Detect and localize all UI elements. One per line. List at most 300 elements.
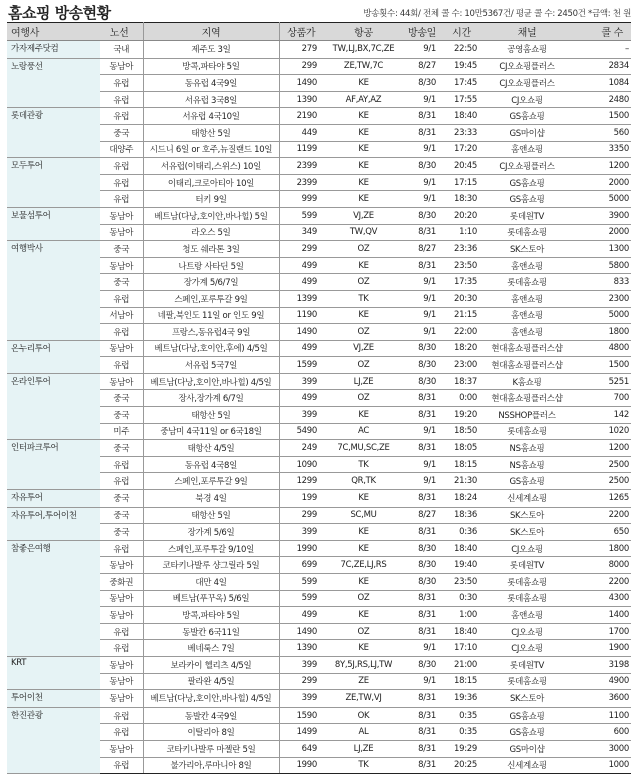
agency-cell: 여행박사 — [7, 241, 100, 341]
price-cell: 449 — [279, 124, 323, 141]
route-cell: 유럽 — [100, 473, 143, 490]
airline-cell: 8Y,5J,RS,LJ,TW — [323, 656, 404, 673]
calls-cell: 1800 — [571, 540, 631, 557]
route-cell: 유럽 — [100, 91, 143, 108]
airline-cell: SC,MU — [323, 507, 404, 524]
time-cell: 23:00 — [440, 357, 483, 374]
date-cell: 8/30 — [404, 540, 440, 557]
region-cell: 이태리,크로아티아 10일 — [143, 174, 279, 191]
channel-cell: 롯데홈쇼핑 — [483, 423, 571, 440]
date-cell: 8/31 — [404, 757, 440, 774]
date-cell: 8/31 — [404, 407, 440, 424]
region-cell: 동유럽 4국9일 — [143, 75, 279, 92]
region-cell: 장가계 5/6/7일 — [143, 274, 279, 291]
calls-cell: 5000 — [571, 191, 631, 208]
date-cell: 8/31 — [404, 524, 440, 541]
region-cell: 중남미 4국11일 or 6국18일 — [143, 423, 279, 440]
route-cell: 서남아 — [100, 307, 143, 324]
calls-cell: – — [571, 41, 631, 59]
time-cell: 19:20 — [440, 407, 483, 424]
date-cell: 8/31 — [404, 224, 440, 241]
table-row — [7, 307, 631, 324]
date-cell: 8/30 — [404, 357, 440, 374]
table-row — [7, 357, 631, 374]
route-cell: 유럽 — [100, 757, 143, 774]
region-cell: 서유럽(이태리,스위스) 10일 — [143, 158, 279, 175]
airline-cell: KE — [323, 257, 404, 274]
region-cell: 이탈리아 8일 — [143, 724, 279, 741]
time-cell: 20:45 — [440, 158, 483, 175]
calls-cell: 1500 — [571, 108, 631, 125]
region-cell: 장가계 5/6일 — [143, 524, 279, 541]
price-cell: 1390 — [279, 91, 323, 108]
channel-cell: GS홈쇼핑 — [483, 473, 571, 490]
calls-cell: 2480 — [571, 91, 631, 108]
region-cell: 코타키나발루 마젤란 5일 — [143, 740, 279, 757]
calls-cell: 1900 — [571, 640, 631, 657]
channel-cell: CJ오쇼핑 — [483, 623, 571, 640]
route-cell: 동남아 — [100, 656, 143, 673]
price-cell: 499 — [279, 340, 323, 357]
time-cell: 18:24 — [440, 490, 483, 508]
region-cell: 장사,장가계 6/7일 — [143, 390, 279, 407]
region-cell: 보라카이 헬리츠 4/5일 — [143, 656, 279, 673]
price-cell: 5490 — [279, 423, 323, 440]
route-cell: 유럽 — [100, 623, 143, 640]
price-cell: 199 — [279, 490, 323, 508]
date-cell: 8/30 — [404, 557, 440, 574]
airline-cell: 7C,MU,SC,ZE — [323, 440, 404, 457]
date-cell: 9/1 — [404, 91, 440, 108]
channel-cell: 현대홈쇼핑플러스샵 — [483, 357, 571, 374]
channel-cell: SK스토아 — [483, 507, 571, 524]
table-row — [7, 373, 631, 390]
price-cell: 1399 — [279, 290, 323, 307]
calls-cell: 3000 — [571, 740, 631, 757]
table-row — [7, 640, 631, 657]
channel-cell: CJ오쇼핑 — [483, 640, 571, 657]
agency-cell: 투어이천 — [7, 690, 100, 708]
channel-cell: GS홈쇼핑 — [483, 724, 571, 741]
page-title: 홈쇼핑 방송현황 — [8, 4, 111, 22]
price-cell: 299 — [279, 673, 323, 690]
price-cell: 399 — [279, 407, 323, 424]
airline-cell: AL — [323, 724, 404, 741]
channel-cell: 롯데홈쇼핑 — [483, 574, 571, 591]
channel-cell: 현대홈쇼핑플러스샵 — [483, 390, 571, 407]
agency-cell: KRT — [7, 656, 100, 689]
channel-cell: CJ오쇼핑 — [483, 540, 571, 557]
price-cell: 1590 — [279, 707, 323, 724]
calls-cell: 3198 — [571, 656, 631, 673]
date-cell: 9/1 — [404, 456, 440, 473]
channel-cell: CJ오쇼핑플러스 — [483, 58, 571, 75]
route-cell: 동남아 — [100, 590, 143, 607]
region-cell: 동발칸 6국11일 — [143, 623, 279, 640]
time-cell: 1:10 — [440, 224, 483, 241]
channel-cell: 신세계쇼핑 — [483, 490, 571, 508]
route-cell: 중국 — [100, 490, 143, 508]
price-cell: 1199 — [279, 141, 323, 158]
route-cell: 미주 — [100, 423, 143, 440]
table-row — [7, 191, 631, 208]
channel-cell: GS홈쇼핑 — [483, 191, 571, 208]
table-row — [7, 473, 631, 490]
time-cell: 18:15 — [440, 456, 483, 473]
airline-cell: OZ — [323, 357, 404, 374]
region-cell: 라오스 5일 — [143, 224, 279, 241]
table-row — [7, 407, 631, 424]
price-cell: 499 — [279, 607, 323, 624]
channel-cell: 롯데홈쇼핑 — [483, 673, 571, 690]
channel-cell: 롯데홈쇼핑 — [483, 590, 571, 607]
airline-cell: TK — [323, 757, 404, 774]
time-cell: 20:25 — [440, 757, 483, 774]
calls-cell: 1100 — [571, 707, 631, 724]
airline-cell: ZE,TW,7C — [323, 58, 404, 75]
route-cell: 유럽 — [100, 357, 143, 374]
channel-cell: 홈앤쇼핑 — [483, 324, 571, 341]
date-cell: 9/1 — [404, 174, 440, 191]
table-row — [7, 690, 631, 708]
date-cell: 8/30 — [404, 373, 440, 390]
table-row — [7, 707, 631, 724]
table-row — [7, 673, 631, 690]
col-time: 시간 — [440, 23, 483, 41]
date-cell: 8/31 — [404, 390, 440, 407]
calls-cell: 833 — [571, 274, 631, 291]
calls-cell: 3900 — [571, 207, 631, 224]
channel-cell: 롯데원TV — [483, 656, 571, 673]
calls-cell: 2500 — [571, 456, 631, 473]
region-cell: 서유럽 3국8일 — [143, 91, 279, 108]
route-cell: 유럽 — [100, 75, 143, 92]
date-cell: 9/1 — [404, 274, 440, 291]
time-cell: 17:35 — [440, 274, 483, 291]
channel-cell: CJ오쇼핑플러스 — [483, 158, 571, 175]
route-cell: 유럽 — [100, 707, 143, 724]
route-cell: 중국 — [100, 407, 143, 424]
time-cell: 19:40 — [440, 557, 483, 574]
price-cell: 499 — [279, 390, 323, 407]
time-cell: 18:30 — [440, 191, 483, 208]
calls-cell: 650 — [571, 524, 631, 541]
channel-cell: NS홈쇼핑 — [483, 456, 571, 473]
calls-cell: 1800 — [571, 324, 631, 341]
calls-cell: 5800 — [571, 257, 631, 274]
price-cell: 1390 — [279, 640, 323, 657]
calls-cell: 1000 — [571, 757, 631, 774]
agency-cell: 온라인투어 — [7, 373, 100, 439]
time-cell: 17:15 — [440, 174, 483, 191]
price-cell: 2190 — [279, 108, 323, 125]
time-cell: 0:30 — [440, 590, 483, 607]
airline-cell: LJ,ZE — [323, 373, 404, 390]
airline-cell: KE — [323, 141, 404, 158]
price-cell: 999 — [279, 191, 323, 208]
agency-cell: 모두투어 — [7, 158, 100, 208]
channel-cell: CJ오쇼핑 — [483, 91, 571, 108]
airline-cell: OZ — [323, 390, 404, 407]
date-cell: 8/31 — [404, 124, 440, 141]
region-cell: 태항산 5일 — [143, 407, 279, 424]
table-row — [7, 757, 631, 774]
price-cell: 299 — [279, 507, 323, 524]
broadcast-summary: 방송횟수: 44회/ 전체 콜 수: 10만5367건/ 평균 콜 수: 2450건 *금액: 천 원 — [363, 9, 631, 19]
time-cell: 17:55 — [440, 91, 483, 108]
region-cell: 베트남(푸꾸옥) 5/6일 — [143, 590, 279, 607]
table-row — [7, 124, 631, 141]
calls-cell: 2200 — [571, 507, 631, 524]
date-cell: 9/1 — [404, 640, 440, 657]
table-row — [7, 274, 631, 291]
region-cell: 나트랑 사타딘 5일 — [143, 257, 279, 274]
price-cell: 599 — [279, 590, 323, 607]
region-cell: 베트남(다낭,호이안,바나힐) 4/5일 — [143, 690, 279, 708]
region-cell: 방콕,파타야 5일 — [143, 58, 279, 75]
route-cell: 동남아 — [100, 673, 143, 690]
time-cell: 0:00 — [440, 390, 483, 407]
price-cell: 699 — [279, 557, 323, 574]
agency-cell: 온누리투어 — [7, 340, 100, 373]
channel-cell: 현대홈쇼핑플러스샵 — [483, 340, 571, 357]
calls-cell: 3600 — [571, 690, 631, 708]
channel-cell: 홈앤쇼핑 — [483, 290, 571, 307]
time-cell: 18:50 — [440, 423, 483, 440]
date-cell: 8/30 — [404, 340, 440, 357]
date-cell: 9/1 — [404, 423, 440, 440]
time-cell: 1:00 — [440, 607, 483, 624]
date-cell: 8/30 — [404, 656, 440, 673]
agency-cell: 자유투어,투어이천 — [7, 507, 100, 540]
route-cell: 국내 — [100, 41, 143, 59]
date-cell: 8/31 — [404, 490, 440, 508]
airline-cell: KE — [323, 108, 404, 125]
col-agency: 여행사 — [7, 23, 100, 41]
region-cell: 불가리아,루마니아 8일 — [143, 757, 279, 774]
agency-cell: 보물섬투어 — [7, 207, 100, 240]
calls-cell: 2300 — [571, 290, 631, 307]
airline-cell: 7C,ZE,LJ,RS — [323, 557, 404, 574]
col-region: 지역 — [143, 23, 279, 41]
airline-cell: KE — [323, 158, 404, 175]
region-cell: 터키 9일 — [143, 191, 279, 208]
route-cell: 유럽 — [100, 174, 143, 191]
date-cell: 8/27 — [404, 241, 440, 258]
region-cell: 동발칸 4국9일 — [143, 707, 279, 724]
time-cell: 19:29 — [440, 740, 483, 757]
route-cell: 유럽 — [100, 456, 143, 473]
channel-cell: 홈앤쇼핑 — [483, 141, 571, 158]
region-cell: 프랑스,동유럽4국 9일 — [143, 324, 279, 341]
route-cell: 유럽 — [100, 158, 143, 175]
table-row — [7, 574, 631, 591]
airline-cell: AF,AY,AZ — [323, 91, 404, 108]
time-cell: 22:50 — [440, 41, 483, 59]
airline-cell: KE — [323, 574, 404, 591]
col-airline: 항공 — [323, 23, 404, 41]
calls-cell: 5251 — [571, 373, 631, 390]
table-body — [7, 41, 631, 774]
airline-cell: OZ — [323, 241, 404, 258]
table-row — [7, 174, 631, 191]
airline-cell: KE — [323, 607, 404, 624]
channel-cell: 공영홈쇼핑 — [483, 41, 571, 59]
time-cell: 20:30 — [440, 290, 483, 307]
table-row — [7, 724, 631, 741]
time-cell: 0:36 — [440, 524, 483, 541]
region-cell: 코타키나발루 샹그릴라 5일 — [143, 557, 279, 574]
channel-cell: 홈앤쇼핑 — [483, 607, 571, 624]
region-cell: 팔라완 4/5일 — [143, 673, 279, 690]
table-row — [7, 456, 631, 473]
channel-cell: GS마이샵 — [483, 124, 571, 141]
date-cell: 9/1 — [404, 673, 440, 690]
table-row — [7, 207, 631, 224]
date-cell: 8/27 — [404, 507, 440, 524]
price-cell: 399 — [279, 656, 323, 673]
table-row — [7, 141, 631, 158]
route-cell: 동남아 — [100, 207, 143, 224]
price-cell: 249 — [279, 440, 323, 457]
region-cell: 스페인,포루투갈 9/10일 — [143, 540, 279, 557]
route-cell: 동남아 — [100, 224, 143, 241]
table-row — [7, 58, 631, 75]
agency-cell: 참좋은여행 — [7, 540, 100, 656]
route-cell: 중국 — [100, 524, 143, 541]
channel-cell: 롯데홈쇼핑 — [483, 274, 571, 291]
time-cell: 17:20 — [440, 141, 483, 158]
calls-cell: 1500 — [571, 357, 631, 374]
route-cell: 중국 — [100, 274, 143, 291]
route-cell: 중국 — [100, 124, 143, 141]
airline-cell: KE — [323, 174, 404, 191]
price-cell: 1599 — [279, 357, 323, 374]
region-cell: 방콕,파타야 5일 — [143, 607, 279, 624]
date-cell: 8/31 — [404, 607, 440, 624]
table-row — [7, 257, 631, 274]
calls-cell: 2000 — [571, 174, 631, 191]
time-cell: 18:05 — [440, 440, 483, 457]
region-cell: 시드니 6일 or 호주,뉴질랜드 10일 — [143, 141, 279, 158]
time-cell: 19:36 — [440, 690, 483, 708]
calls-cell: 1300 — [571, 241, 631, 258]
calls-cell: 560 — [571, 124, 631, 141]
airline-cell: OZ — [323, 324, 404, 341]
airline-cell: KE — [323, 124, 404, 141]
date-cell: 8/31 — [404, 740, 440, 757]
route-cell: 중국 — [100, 241, 143, 258]
region-cell: 서유럽 4국10일 — [143, 108, 279, 125]
table-row — [7, 290, 631, 307]
channel-cell: 롯데홈쇼핑 — [483, 224, 571, 241]
route-cell: 중국 — [100, 440, 143, 457]
price-cell: 1990 — [279, 757, 323, 774]
airline-cell: LJ,ZE — [323, 740, 404, 757]
date-cell: 9/1 — [404, 191, 440, 208]
table-row — [7, 75, 631, 92]
table-row — [7, 440, 631, 457]
date-cell: 9/1 — [404, 290, 440, 307]
region-cell: 대만 4일 — [143, 574, 279, 591]
airline-cell: TW,LJ,BX,7C,ZE — [323, 41, 404, 59]
channel-cell: NSSHOP플러스 — [483, 407, 571, 424]
table-row — [7, 740, 631, 757]
homeshopping-table — [7, 22, 631, 774]
route-cell: 유럽 — [100, 108, 143, 125]
calls-cell: 1400 — [571, 607, 631, 624]
region-cell: 서유럽 5국7일 — [143, 357, 279, 374]
region-cell: 청도 쉐라톤 3일 — [143, 241, 279, 258]
col-calls: 콜 수 — [571, 23, 631, 41]
date-cell: 8/31 — [404, 623, 440, 640]
route-cell: 동남아 — [100, 740, 143, 757]
region-cell: 베트남(다낭,호이안,바나힐) 4/5일 — [143, 373, 279, 390]
airline-cell: KE — [323, 640, 404, 657]
channel-cell: GS마이샵 — [483, 740, 571, 757]
date-cell: 9/1 — [404, 473, 440, 490]
calls-cell: 5000 — [571, 307, 631, 324]
price-cell: 599 — [279, 574, 323, 591]
calls-cell: 1200 — [571, 158, 631, 175]
airline-cell: KE — [323, 407, 404, 424]
time-cell: 20:20 — [440, 207, 483, 224]
airline-cell: KE — [323, 540, 404, 557]
price-cell: 1490 — [279, 623, 323, 640]
airline-cell: ZE,TW,VJ — [323, 690, 404, 708]
price-cell: 1990 — [279, 540, 323, 557]
airline-cell: OZ — [323, 274, 404, 291]
airline-cell: OK — [323, 707, 404, 724]
calls-cell: 2200 — [571, 574, 631, 591]
airline-cell: VJ,ZE — [323, 207, 404, 224]
region-cell: 동유럽 4국8일 — [143, 456, 279, 473]
region-cell: 베트남(다낭,호이안,바나힐) 5일 — [143, 207, 279, 224]
airline-cell: KE — [323, 191, 404, 208]
calls-cell: 1200 — [571, 440, 631, 457]
table-row — [7, 41, 631, 59]
route-cell: 유럽 — [100, 324, 143, 341]
channel-cell: SK스토아 — [483, 241, 571, 258]
table-row — [7, 158, 631, 175]
route-cell: 중국 — [100, 507, 143, 524]
agency-cell: 가자제주닷컴 — [7, 41, 100, 59]
agency-cell: 롯데관광 — [7, 108, 100, 158]
route-cell: 동남아 — [100, 257, 143, 274]
col-route: 노선 — [100, 23, 143, 41]
channel-cell: CJ오쇼핑플러스 — [483, 75, 571, 92]
route-cell: 유럽 — [100, 640, 143, 657]
route-cell: 동남아 — [100, 690, 143, 708]
airline-cell: VJ,ZE — [323, 340, 404, 357]
agency-cell: 인터파크투어 — [7, 440, 100, 490]
price-cell: 499 — [279, 257, 323, 274]
channel-cell: NS홈쇼핑 — [483, 440, 571, 457]
region-cell: 스페인,포루투갈 9일 — [143, 290, 279, 307]
price-cell: 499 — [279, 274, 323, 291]
date-cell: 8/31 — [404, 257, 440, 274]
price-cell: 2399 — [279, 158, 323, 175]
time-cell: 17:10 — [440, 640, 483, 657]
time-cell: 18:40 — [440, 108, 483, 125]
time-cell: 23:50 — [440, 574, 483, 591]
calls-cell: 4300 — [571, 590, 631, 607]
airline-cell: OZ — [323, 590, 404, 607]
table-row — [7, 390, 631, 407]
table-row — [7, 656, 631, 673]
price-cell: 299 — [279, 58, 323, 75]
airline-cell: TW,QV — [323, 224, 404, 241]
